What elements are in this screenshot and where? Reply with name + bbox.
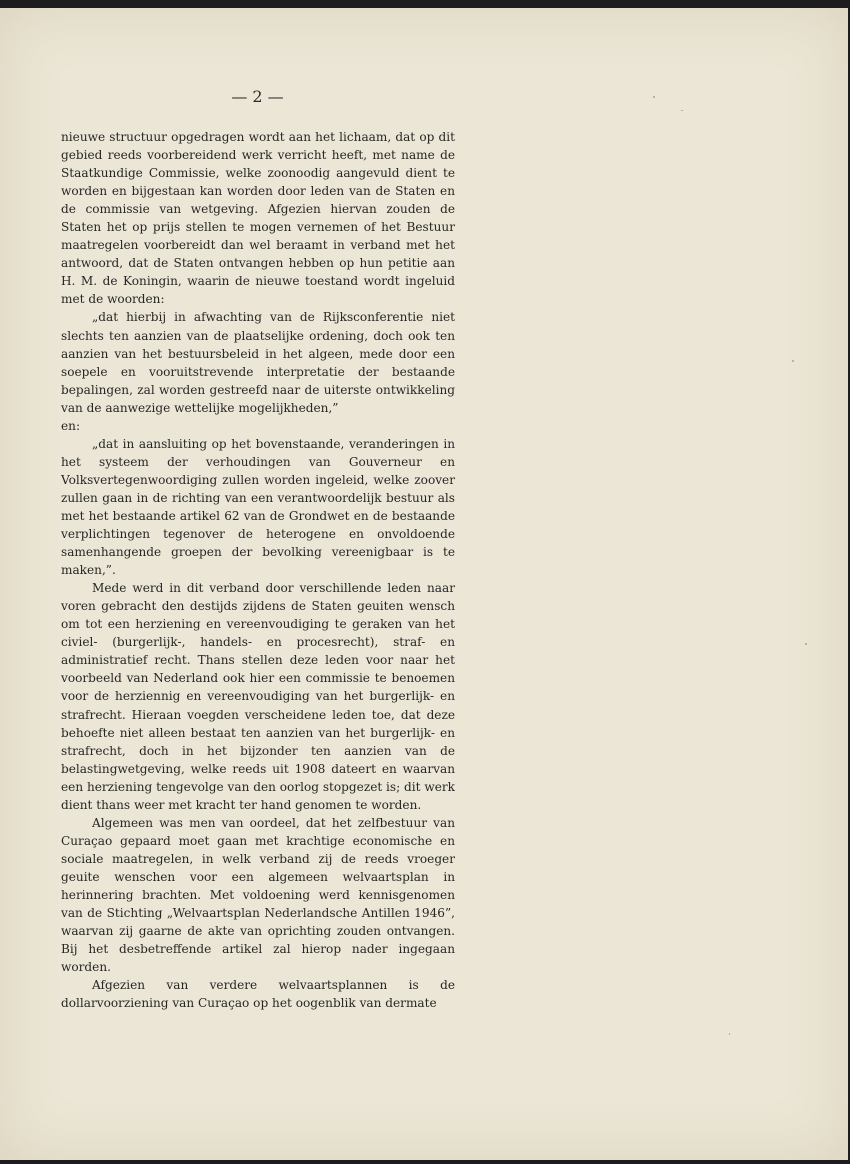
quote-paragraph-2: „dat in aansluiting op het bovenstaande, veranderingen in het systeem der verhoudingen van Gouverneur en Volksvertegenwoordiging zullen worden ingeleid, welke zoover zullen gaan in de richting van een verantwoordelijk bestuur als met het bestaande artikel 62 van de Grondwet en de bestaande verplichtingen tegenover de heterogene en onvoldoende samenhangende groepen der bevolking vereenigbaar is te maken,”. (61, 436, 455, 578)
page-number: — 2 — (231, 87, 284, 106)
paper-speck (805, 643, 807, 645)
paragraph-intro: nieuwe structuur opgedragen wordt aan het lichaam, dat op dit gebied reeds voorbereidend werk verricht heeft, met name de Staatkundige Commissie, welke zoonoodig aangevuld dient te worden en bijgestaan kan worden door leden van de Staten en de commissie van wetgeving. Afgezien hiervan zouden de Staten het op prijs stellen te mogen vernemen of het Bestuur maatregelen voorbereidt dan wel beraamt in verband met het antwoord, dat de Staten ontvangen hebben op hun petitie aan H. M. de Koningin, waarin de nieuwe toestand wordt ingeluid met de woorden: (61, 130, 455, 307)
paragraph-en: en: (61, 418, 81, 433)
quote-paragraph-1: „dat hierbij in afwachting van de Rijksconferentie niet slechts ten aanzien van de plaatselijke ordening, doch ook ten aanzien van het bestuursbeleid in het algeen, mede door een soepele en vooruitstrevende interpretatie der bestaande bepalingen, zal worden gestreefd naar de uiterste ontwikkeling van de aanwezige wettelijke mogelijkheden,” (61, 310, 455, 415)
paragraph-welvaartsplan: Algemeen was men van oordeel, dat het zelfbestuur van Curaçao gepaard moet gaan met krachtige economische en sociale maatregelen, in welk verband zij de reeds vroeger geuite wenschen voor een algemeen welvaartsplan in herinnering brachten. Met voldoening werd kennisgenomen van de Stichting „Welvaartsplan Nederlandsche Antillen 1946”, waarvan zij gaarne de akte van oprichting zouden ontvangen. Bij het desbetreffende artikel zal hierop nader ingegaan worden. (61, 815, 455, 975)
paper-speck (729, 1033, 730, 1035)
paper-speck (792, 360, 794, 362)
paper-speck (681, 110, 683, 111)
body-text (61, 128, 455, 1012)
paragraph-herziening: Mede werd in dit verband door verschillende leden naar voren gebracht den destijds zijdens de Staten geuiten wensch om tot een herziening en vereenvoudiging te geraken van het civiel- (burgerlijk-, handels- en procesrecht), straf- en administratief recht. Thans stellen deze leden voor naar het voorbeeld van Nederland ook hier een commissie te benoemen voor de herziennig en vereenvoudiging van het burgerlijk- en strafrecht. Hieraan voegden verscheidene leden toe, dat deze behoefte niet alleen bestaat ten aanzien van het burgerlijk- en strafrecht, doch in het bijzonder ten aanzien van de belastingwetgeving, welke reeds uit 1908 dateert en waarvan een herziening tengevolge van den oorlog stopgezet is; dit werk dient thans weer met kracht ter hand genomen te worden. (61, 581, 455, 812)
paper-speck (653, 96, 655, 98)
paragraph-dollarvoorziening: Afgezien van verdere welvaartsplannen is de dollarvoorziening van Curaçao op het oogenblik van dermate (61, 978, 455, 1011)
document-page (0, 8, 848, 1160)
